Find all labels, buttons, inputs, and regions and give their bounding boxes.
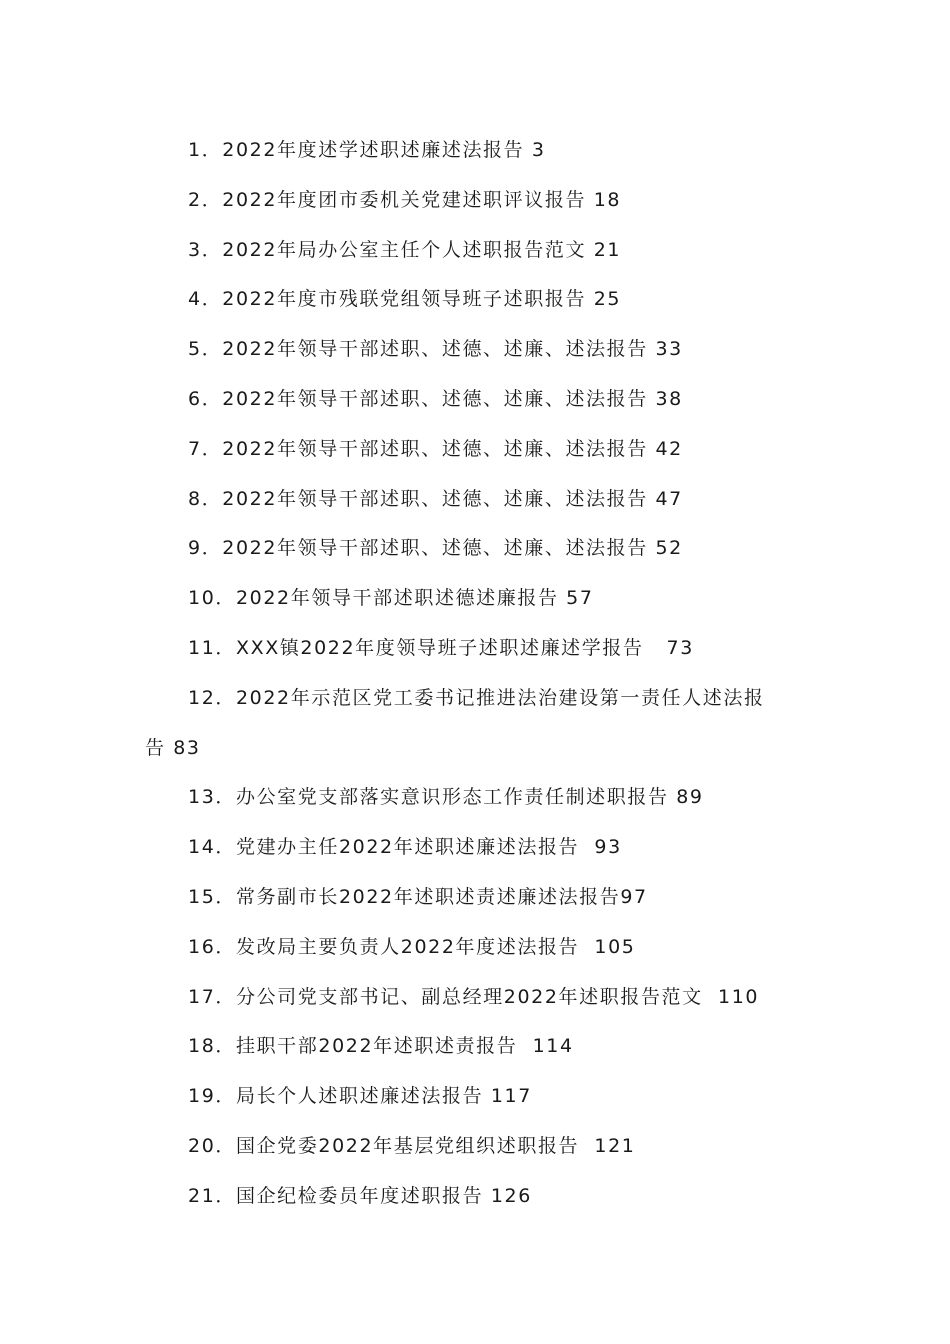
toc-item-number: 4．: [188, 288, 223, 311]
toc-item[interactable]: [145, 425, 810, 475]
toc-item[interactable]: [145, 475, 810, 525]
toc-item[interactable]: [145, 873, 810, 923]
toc-item-number: 8．: [188, 487, 223, 510]
toc-item-number: 18．: [188, 1035, 236, 1058]
toc-item-number: 12．: [188, 686, 236, 709]
toc-item[interactable]: [145, 226, 810, 276]
toc-item[interactable]: [145, 973, 810, 1023]
toc-item-title: 2022年领导干部述职、述德、述廉、述法报告 47: [222, 487, 683, 510]
toc-item-number: 1．: [188, 139, 223, 161]
toc-item-title: 2022年度述学述职述廉述法报告 3: [222, 139, 546, 161]
toc-item-continuation[interactable]: [145, 724, 810, 774]
toc-item[interactable]: [145, 624, 810, 674]
toc-item-number: 5．: [188, 338, 223, 361]
toc-item[interactable]: [145, 674, 810, 724]
toc-item-number: 6．: [188, 387, 223, 410]
toc-item-number: 20．: [188, 1134, 236, 1157]
toc-item[interactable]: [145, 574, 810, 624]
toc-item-number: 16．: [188, 935, 236, 958]
toc-item-title: 国企纪检委员年度述职报告 126: [235, 1184, 532, 1207]
toc-item[interactable]: [145, 823, 810, 873]
toc-item[interactable]: [145, 1122, 810, 1172]
toc-item[interactable]: [145, 1072, 810, 1122]
toc-item[interactable]: [145, 1022, 810, 1072]
toc-item[interactable]: [145, 275, 810, 325]
toc-item-title: 局长个人述职述廉述法报告 117: [235, 1085, 532, 1108]
toc-item-number: 13．: [188, 786, 236, 809]
toc-item-title: 发改局主要负责人2022年度述法报告 105: [235, 935, 636, 958]
toc-item-title: XXX镇2022年度领导班子述职述廉述学报告 73: [235, 636, 694, 659]
toc-item-number: 21．: [188, 1184, 236, 1207]
toc-item-title: 党建办主任2022年述职述廉述法报告 93: [235, 836, 622, 859]
toc-item[interactable]: [145, 126, 810, 176]
toc-item-number: 9．: [188, 537, 223, 560]
toc-item-number: 19．: [188, 1085, 236, 1108]
toc-item-title: 2022年领导干部述职、述德、述廉、述法报告 38: [222, 387, 683, 410]
toc-item-number: 15．: [188, 885, 236, 908]
toc-item[interactable]: [145, 773, 810, 823]
toc-item-title: 常务副市长2022年述职述责述廉述法报告97: [235, 885, 648, 908]
toc-item-title: 办公室党支部落实意识形态工作责任制述职报告 89: [235, 786, 704, 809]
toc-item-title: 2022年领导干部述职、述德、述廉、述法报告 42: [222, 437, 683, 460]
toc-item-title: 2022年示范区党工委书记推进法治建设第一责任人述法报: [235, 686, 765, 709]
toc-item-title: 2022年度团市委机关党建述职评议报告 18: [222, 188, 622, 211]
toc-item-number: 10．: [188, 587, 236, 610]
toc-item-title: 2022年领导干部述职、述德、述廉、述法报告 52: [222, 537, 683, 560]
toc-item-title: 分公司党支部书记、副总经理2022年述职报告范文 110: [235, 985, 760, 1008]
toc-item-number: 2．: [188, 188, 223, 211]
toc-item[interactable]: [145, 923, 810, 973]
toc-item-number: 11．: [188, 636, 236, 659]
toc-item-number: 17．: [188, 985, 236, 1008]
toc-item-title: 告 83: [145, 736, 201, 759]
toc-item-number: 3．: [188, 238, 223, 261]
toc-item-title: 2022年领导干部述职、述德、述廉、述法报告 33: [222, 338, 683, 361]
toc-item-title: 挂职干部2022年述职述责报告 114: [235, 1035, 574, 1058]
toc-item[interactable]: [145, 1172, 810, 1222]
toc-item-title: 2022年局办公室主任个人述职报告范文 21: [222, 238, 622, 261]
toc-item[interactable]: [145, 375, 810, 425]
toc-item-title: 2022年领导干部述职述德述廉报告 57: [235, 587, 594, 610]
toc-item-title: 国企党委2022年基层党组织述职报告 121: [235, 1134, 636, 1157]
toc-item[interactable]: [145, 325, 810, 375]
toc-item-title: 2022年度市残联党组领导班子述职报告 25: [222, 288, 622, 311]
toc-item[interactable]: [145, 524, 810, 574]
toc-item-number: 7．: [188, 437, 223, 460]
table-of-contents: [145, 126, 810, 1222]
toc-item[interactable]: [145, 176, 810, 226]
toc-item-number: 14．: [188, 836, 236, 859]
